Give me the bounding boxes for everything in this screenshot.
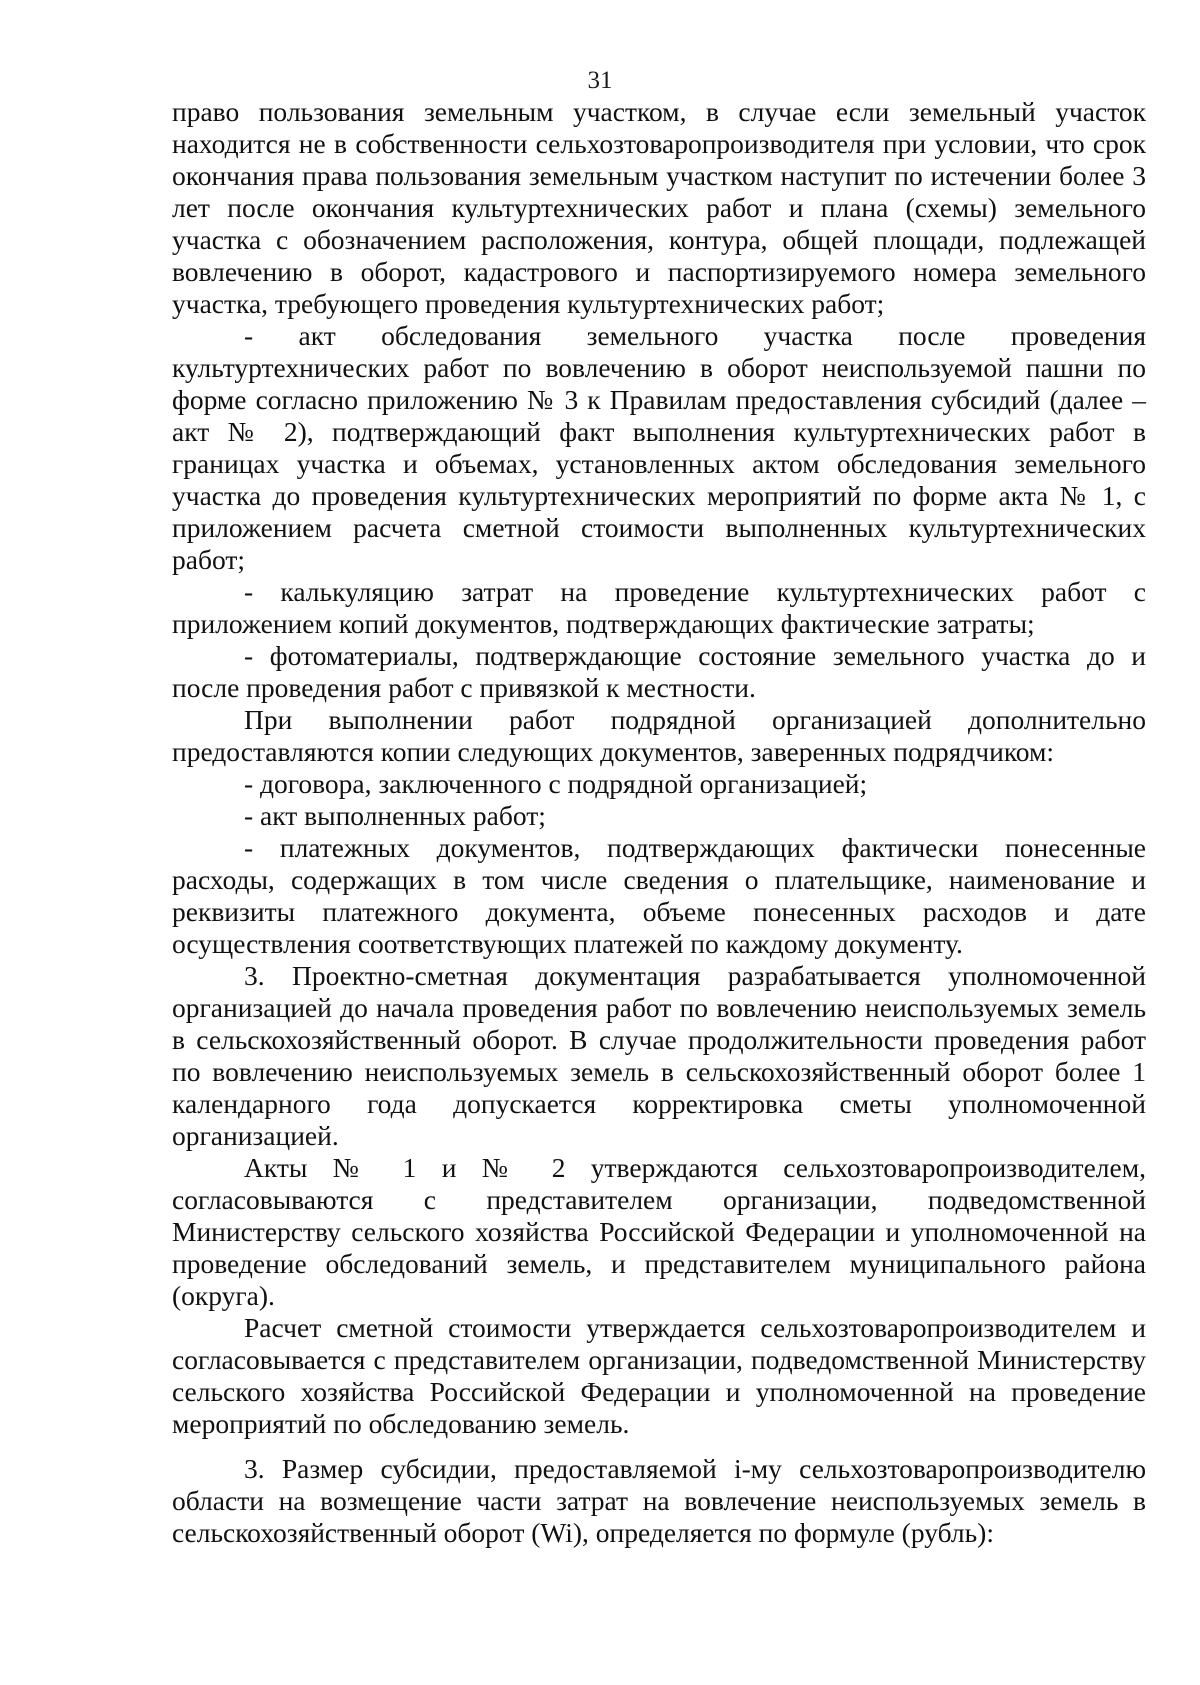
- paragraph-acts-approval: Акты № 1 и № 2 утверждаются сельхозтоваропроизводителем, согласовываются с представителем организации, подведомственной Министерству сельского хозяйства Российской Федерации и уполномоченной на проведение обследований земель, и представителем муниципального района (округа).: [172, 1152, 1146, 1311]
- paragraph-subsidy-amount: 3. Размер субсидии, предоставляемой i-му сельхозтоваропроизводителю области на возмещение части затрат на вовлечение неиспользуемых земель в сельскохозяйственный оборот (Wi), определяется по формуле (рубль):: [172, 1453, 1146, 1548]
- paragraph-cost-calculation: - калькуляцию затрат на проведение культуртехнических работ с приложением копий документов, подтверждающих фактические затраты;: [172, 576, 1146, 639]
- paragraph-photo-materials: - фотоматериалы, подтверждающие состояние земельного участка до и после проведения работ с привязкой к местности.: [172, 640, 1146, 703]
- paragraph-act-2: - акт обследования земельного участка после проведения культуртехнических работ по вовлечению в оборот неиспользуемой пашни по форме согласно приложению № 3 к Правилам предоставления субсидий (далее – акт № 2), подтверждающий факт выполнения культуртехнических работ в границах участка и объемах, установленных актом обследования земельного участка до проведения культуртехнических мероприятий по форме акта № 1, с приложением расчета сметной стоимости выполненных культуртехнических работ;: [172, 320, 1146, 575]
- paragraph-contractor-documents: При выполнении работ подрядной организацией дополнительно предоставляются копии следующих документов, заверенных подрядчиком:: [172, 704, 1146, 767]
- document-body: [172, 96, 1146, 1549]
- paragraph-work-act: - акт выполненных работ;: [244, 800, 546, 831]
- paragraph-contract: - договора, заключенного с подрядной организацией;: [244, 768, 868, 799]
- paragraph-estimate-approval: Расчет сметной стоимости утверждается сельхозтоваропроизводителем и согласовывается с представителем организации, подведомственной Министерству сельского хозяйства Российской Федерации и уполномоченной на проведение мероприятий по обследованию земель.: [172, 1312, 1146, 1439]
- paragraph-land-use-right: право пользования земельным участком, в случае если земельный участок находится не в собственности сельхозтоваропроизводителя при условии, что срок окончания права пользования земельным участком наступит по истечении более 3 лет после окончания культуртехнических работ и плана (схемы) земельного участка с обозначением расположения, контура, общей площади, подлежащей вовлечению в оборот, кадастрового и паспортизируемого номера земельного участка, требующего проведения культуртехнических работ;: [172, 96, 1146, 319]
- paragraph-design-documentation: 3. Проектно-сметная документация разрабатывается уполномоченной организацией до начала проведения работ по вовлечению неиспользуемых земель в сельскохозяйственный оборот. В случае продолжительности проведения работ по вовлечению неиспользуемых земель в сельскохозяйственный оборот более 1 календарного года допускается корректировка сметы уполномоченной организацией.: [172, 960, 1146, 1151]
- page-number: 31: [587, 67, 613, 94]
- paragraph-payment-documents: - платежных документов, подтверждающих фактически понесенные расходы, содержащих в том числе сведения о плательщике, наименование и реквизиты платежного документа, объеме понесенных расходов и дате осуществления соответствующих платежей по каждому документу.: [172, 832, 1146, 959]
